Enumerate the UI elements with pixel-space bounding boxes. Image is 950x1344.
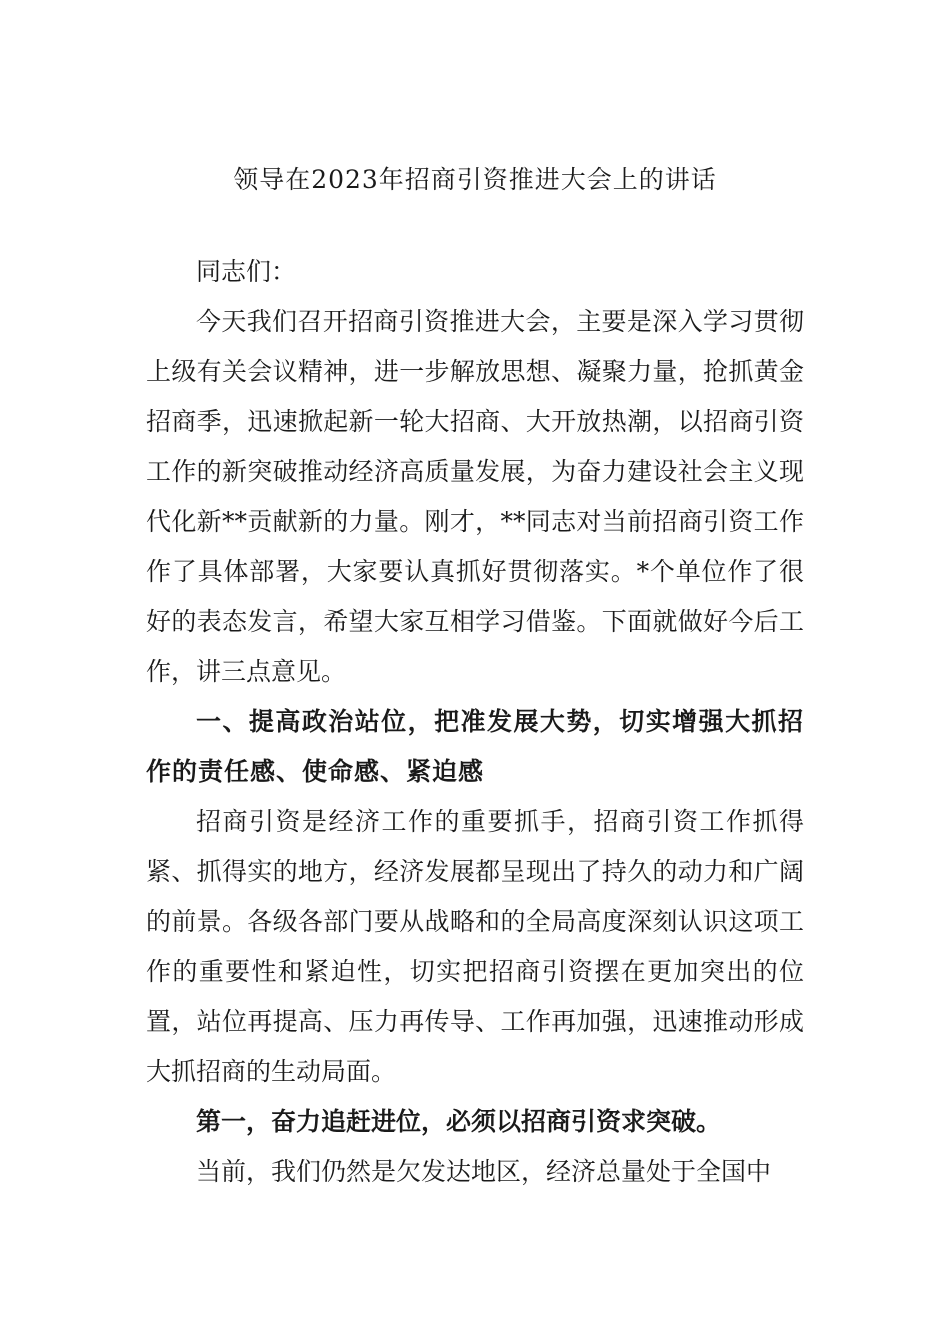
- salutation-paragraph: 同志们：: [196, 257, 297, 286]
- section-heading-1: 一、提高政治站位，把准发展大势，切实增强大抓招作的责任感、使命感、紧迫感: [146, 707, 804, 786]
- section-1-paragraph: 招商引资是经济工作的重要抓手，招商引资工作抓得紧、抓得实的地方，经济发展都呈现出了持久的动力和广阔的前景。各级各部门要从战略和的全局高度深刻认识这项工作的重要性和紧迫性，切实把招商引资摆在更加突出的位置，站位再提高、压力再传导、工作再加强，迅速推动形成大抓招商的生动局面。: [146, 807, 804, 1086]
- document-body: [146, 247, 804, 1197]
- subsection-heading-1: 第一，奋力追赶进位，必须以招商引资求突破。: [196, 1107, 722, 1136]
- subsection-1-paragraph: 当前，我们仍然是欠发达地区，经济总量处于全国中: [196, 1157, 772, 1186]
- document-title: 领导在2023年招商引资推进大会上的讲话: [233, 165, 717, 194]
- intro-paragraph: 今天我们召开招商引资推进大会，主要是深入学习贯彻上级有关会议精神，进一步解放思想、凝聚力量，抢抓黄金招商季，迅速掀起新一轮大招商、大开放热潮，以招商引资工作的新突破推动经济高质量发展，为奋力建设社会主义现代化新**贡献新的力量。刚才，**同志对当前招商引资工作作了具体部署，大家要认真抓好贯彻落实。*个单位作了很好的表态发言，希望大家互相学习借鉴。下面就做好今后工作，讲三点意见。: [146, 307, 804, 686]
